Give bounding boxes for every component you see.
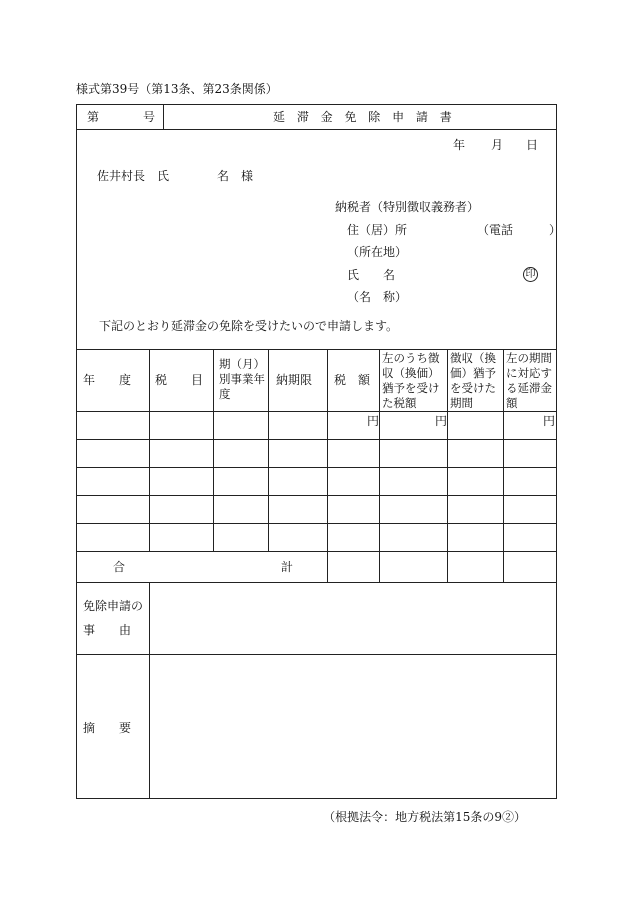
yen-unit: 円 bbox=[367, 414, 380, 428]
header-year: 年 度 bbox=[83, 373, 132, 387]
date-day: 日 bbox=[526, 138, 539, 152]
header-late-fee: 左の期間に対応する延滞金額 bbox=[506, 351, 552, 410]
total-label: 合 計 bbox=[113, 560, 294, 574]
reason-label: 免除申請の bbox=[83, 599, 144, 613]
seal-mark: 印 bbox=[523, 267, 538, 282]
yen-unit: 円 bbox=[543, 414, 556, 428]
header-period: 期（月）別事業年度 bbox=[219, 357, 265, 401]
number-prefix: 第 bbox=[87, 110, 100, 124]
form-number-label: 様式第39号（第13条、第23条関係） bbox=[76, 82, 278, 96]
addressee-honorific: 名 様 bbox=[217, 169, 254, 183]
corp-name-label: （名 称） bbox=[347, 290, 408, 304]
location-label: （所在地） bbox=[347, 245, 408, 259]
remarks-label: 摘 要 bbox=[83, 721, 132, 735]
header-deferred-amount: 左のうち徴収（換価）猶予を受けた税額 bbox=[382, 351, 440, 410]
phone-label: （電話 ） bbox=[477, 223, 562, 237]
name-label: 氏 名 bbox=[347, 268, 396, 282]
addressee-name: 佐井村長 氏 bbox=[97, 169, 170, 183]
number-suffix: 号 bbox=[143, 110, 156, 124]
applicant-heading: 納税者（特別徴収義務者） bbox=[335, 200, 480, 214]
application-form bbox=[76, 104, 562, 799]
header-tax-amount: 税 額 bbox=[334, 373, 371, 387]
header-tax-item: 税 目 bbox=[155, 373, 204, 387]
form-title: 延 滞 金 免 除 申 請 書 bbox=[273, 110, 456, 124]
header-deferred-period: 徴収（換価）猶予を受けた期間 bbox=[450, 351, 496, 410]
request-statement: 下記のとおり延滞金の免除を受けたいので申請します。 bbox=[99, 319, 399, 333]
address-label: 住（居）所 bbox=[347, 223, 408, 237]
reason-label-2: 事 由 bbox=[83, 623, 132, 637]
header-due-date: 納期限 bbox=[276, 373, 313, 387]
date-month: 月 bbox=[491, 138, 504, 152]
yen-unit: 円 bbox=[435, 414, 448, 428]
date-year: 年 bbox=[453, 138, 466, 152]
legal-basis: （根拠法令：地方税法第15条の9②） bbox=[323, 810, 526, 824]
